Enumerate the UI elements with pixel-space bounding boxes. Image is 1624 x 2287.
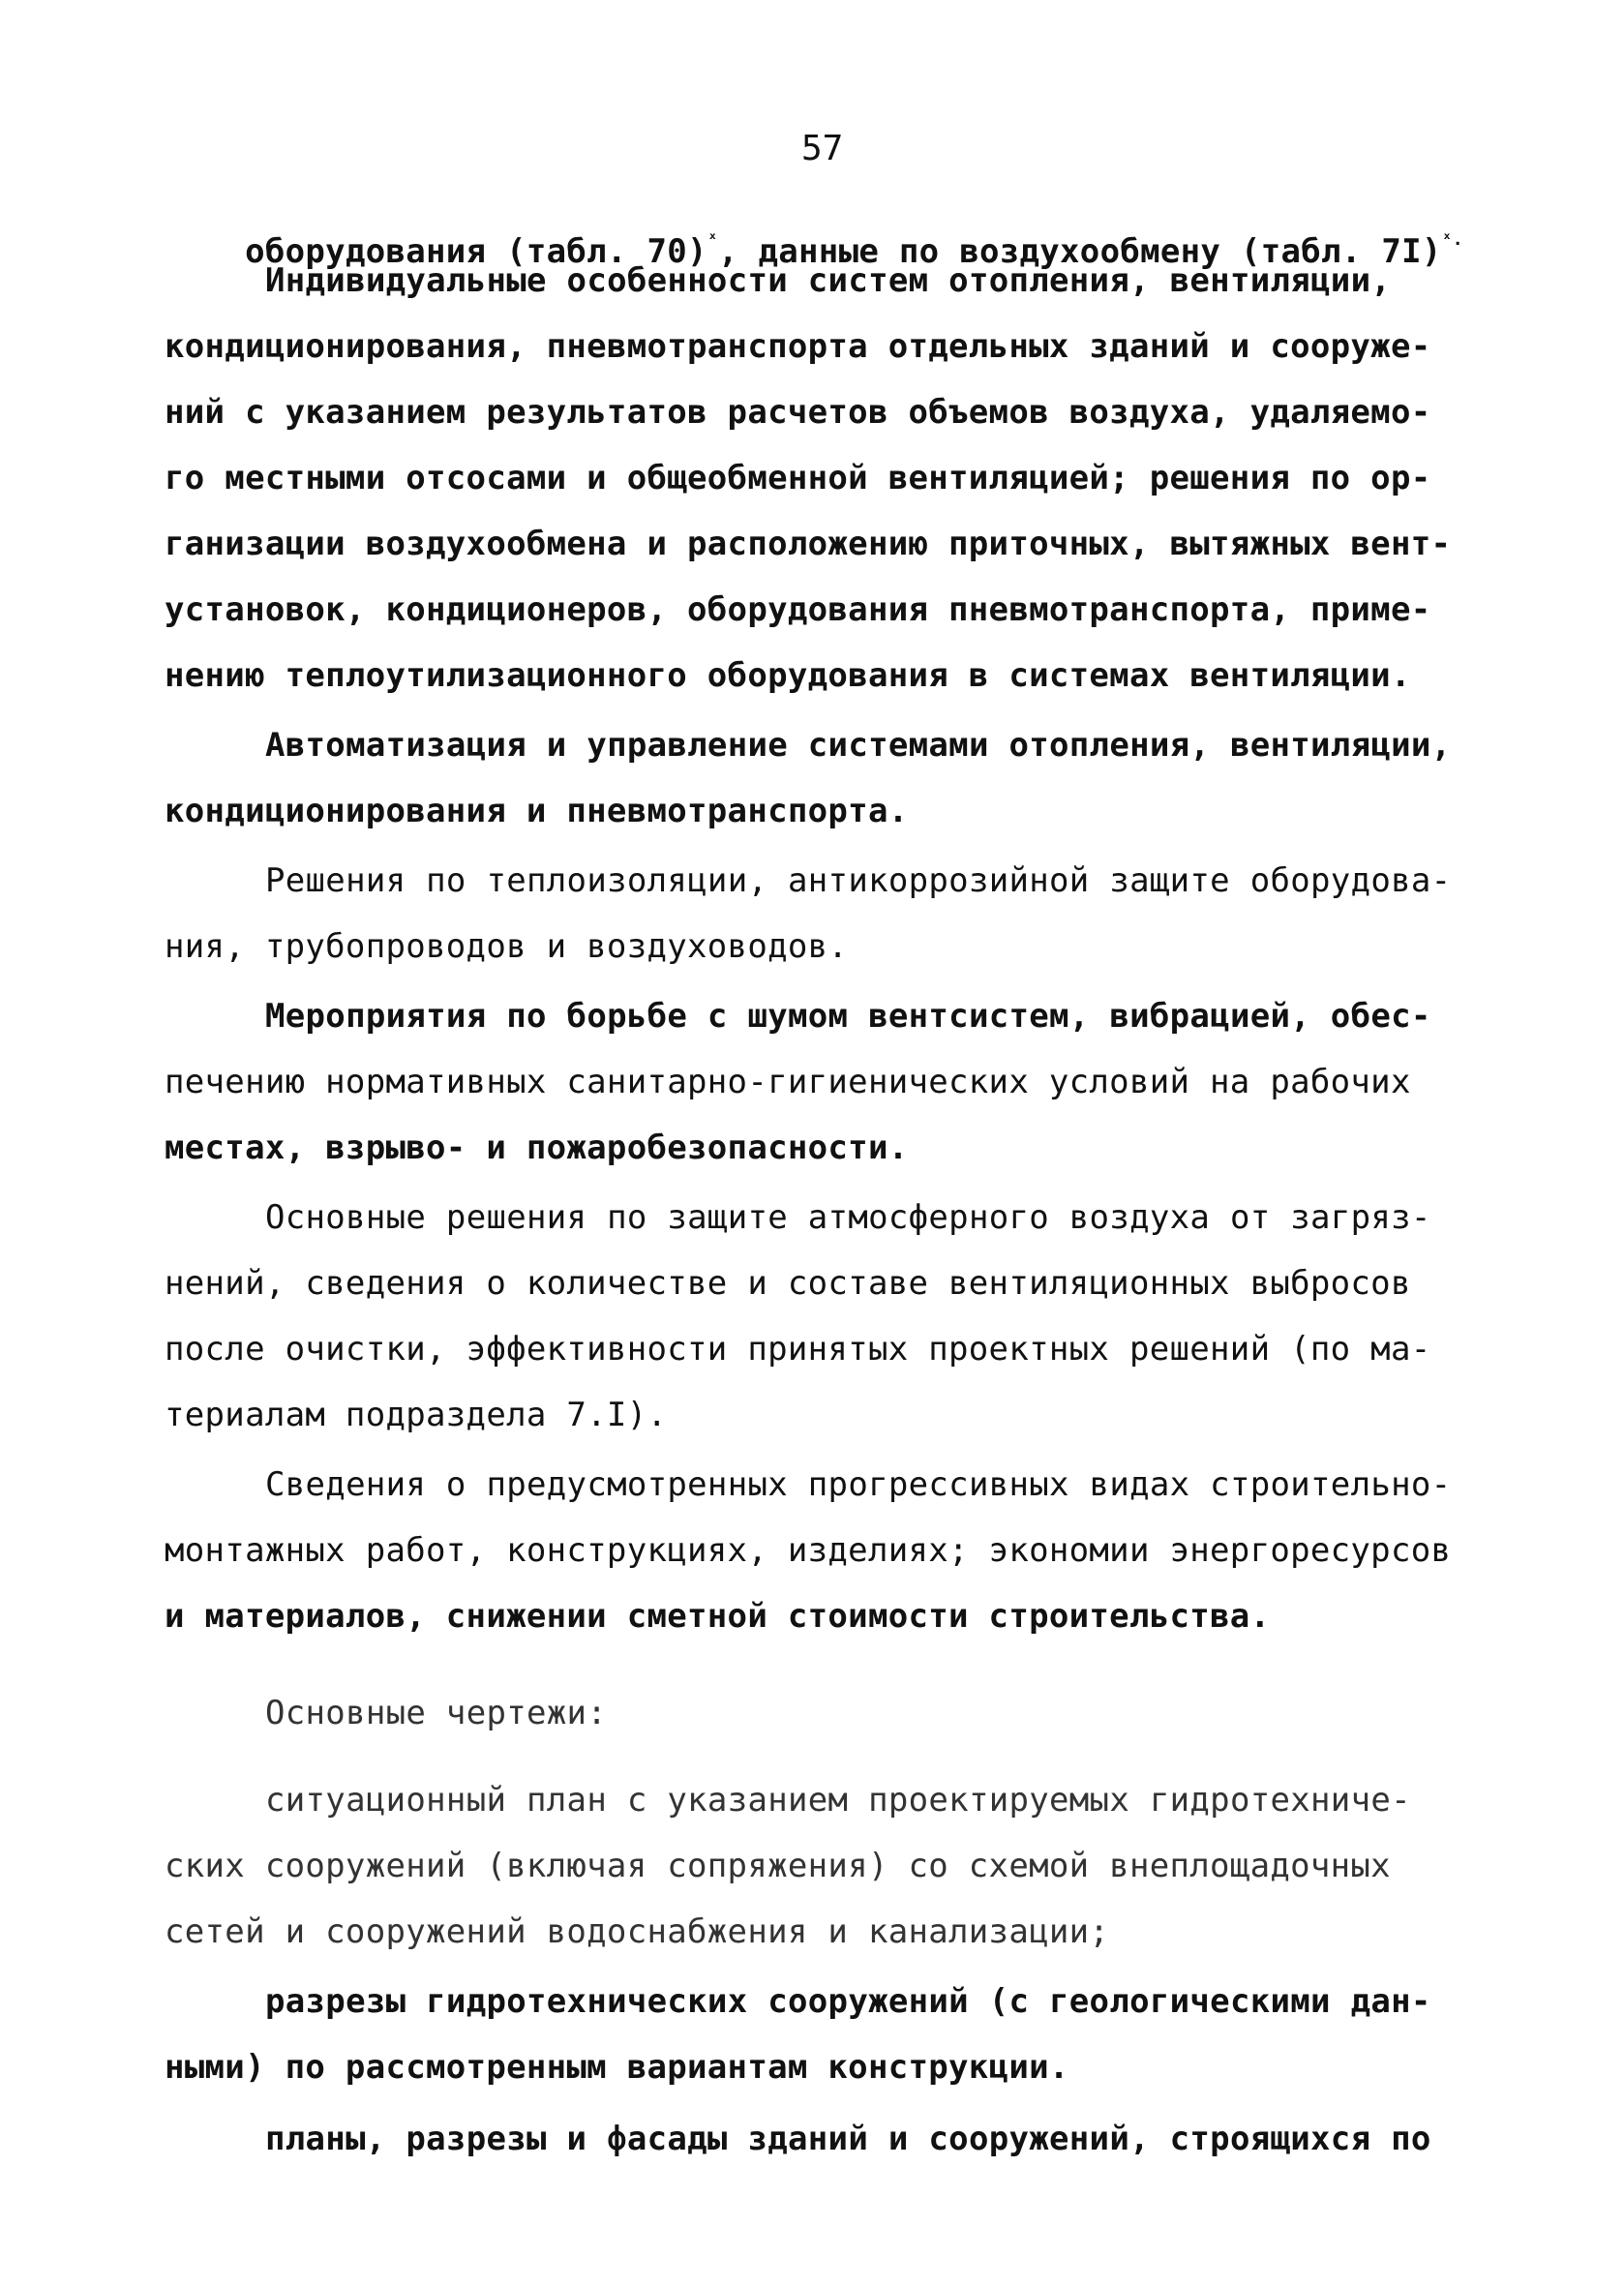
text-line: ния, трубопроводов и воздуховодов. xyxy=(165,927,849,966)
text-line: и материалов, снижении сметной стоимости строительства. xyxy=(165,1597,1271,1636)
text-line: монтажных работ, конструкциях, изделиях; экономии энергоресурсов xyxy=(165,1531,1452,1570)
text-line: ными) по рассмотренным вариантам конструкции. xyxy=(165,2048,1069,2087)
text-line: печению нормативных санитарно-гигиенических условий на рабочих xyxy=(165,1063,1411,1101)
footnote-mark: ˣ xyxy=(707,228,718,250)
text-line: Мероприятия по борьбе с шумом вентсистем, вибрацией, обес- xyxy=(265,997,1431,1036)
text-line: Индивидуальные особенности систем отопления, вентиляции, xyxy=(265,261,1392,300)
text-line: кондиционирования, пневмотранспорта отдельных зданий и сооруже- xyxy=(165,327,1431,366)
text-line: ских сооружений (включая сопряжения) со схемой внеплощадочных xyxy=(165,1847,1391,1885)
text-line: Решения по теплоизоляции, антикоррозийной защите оборудова- xyxy=(265,861,1452,900)
section-heading: Основные чертежи: xyxy=(265,1694,608,1732)
footnote-mark: ˣ. xyxy=(1441,228,1463,250)
text-line: нению теплоутилизационного оборудования в системах вентиляции. xyxy=(165,656,1411,695)
text-line: Автоматизация и управление системами отопления, вентиляции, xyxy=(265,726,1452,765)
text-line: ганизации воздухообмена и расположению приточных, вытяжных вент- xyxy=(165,525,1452,563)
text-line: Сведения о предусмотренных прогрессивных видах строительно- xyxy=(265,1465,1452,1504)
text-line: кондиционирования и пневмотранспорта. xyxy=(165,792,909,830)
text-line: териалам подраздела 7.I). xyxy=(165,1396,668,1434)
text-line: Основные решения по защите атмосферного воздуха от загряз- xyxy=(265,1198,1431,1237)
text-line: после очистки, эффективности принятых проектных решений (по ма- xyxy=(165,1330,1431,1369)
text-line: планы, разрезы и фасады зданий и сооружений, строящихся по xyxy=(265,2120,1431,2158)
text-line: нений, сведения о количестве и составе вентиляционных выбросов xyxy=(165,1264,1411,1303)
page-number: 57 xyxy=(801,129,844,168)
text-line: сетей и сооружений водоснабжения и канализации; xyxy=(165,1912,1110,1951)
text-line: ний с указанием результатов расчетов объемов воздуха, удаляемо- xyxy=(165,393,1431,432)
line-text: оборудования (табл. 70) xyxy=(245,232,707,271)
text-line: разрезы гидротехнических сооружений (с геологическими дан- xyxy=(265,1982,1431,2021)
text-line: установок, кондиционеров, оборудования пневмотранспорта, приме- xyxy=(165,590,1431,629)
text-line: ситуационный план с указанием проектируемых гидротехниче- xyxy=(265,1781,1411,1820)
line-text: , данные по воздухообмену (табл. 7I) xyxy=(717,232,1442,271)
text-line: местах, взрыво- и пожаробезопасности. xyxy=(165,1128,909,1167)
text-line: го местными отсосами и общеобменной вентиляцией; решения по ор- xyxy=(165,459,1431,497)
